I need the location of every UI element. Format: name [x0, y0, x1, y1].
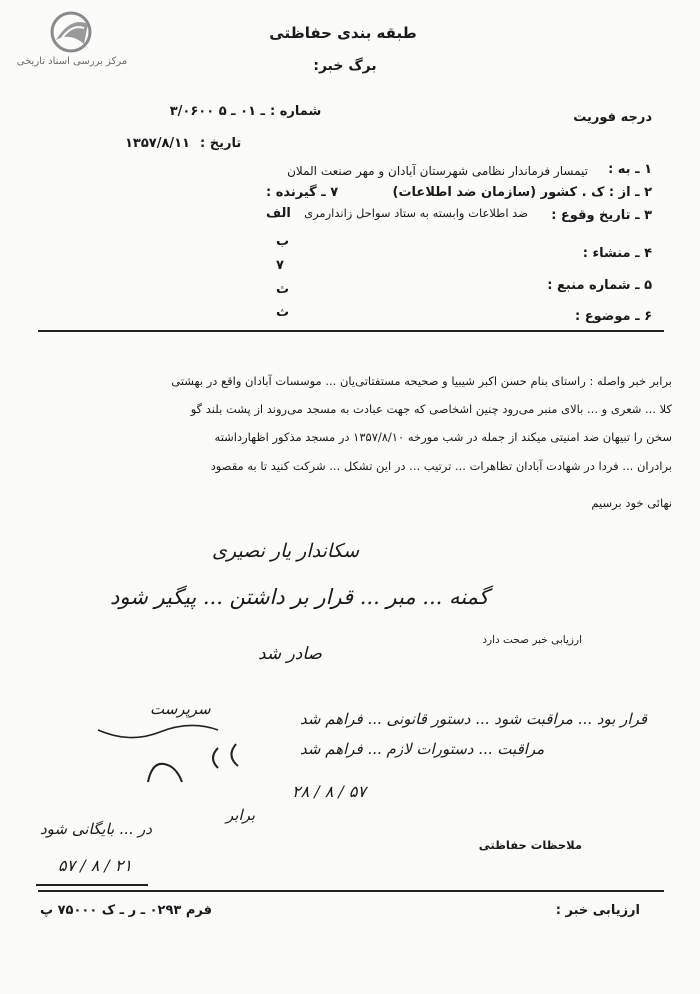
handwritten-note: برابر [226, 806, 256, 824]
field-occurrence-label: ۳ ـ تاریخ وقوع : [551, 208, 652, 223]
handwritten-date: ۲۸ / ۸ / ۵۷ [292, 782, 367, 801]
footer-divider [38, 890, 664, 892]
body-line: برابر خبر واصله : راستای بنام حسن اکبر شیبیا و صحیحه مستفتاتی‌یان ... موسسات آبادان واقع در بهشتی [171, 374, 672, 388]
body-line: نهائی خود برسیم [591, 496, 672, 510]
number-label: شماره : [270, 104, 322, 119]
field-source-label: ۵ ـ شماره منبع : [547, 278, 652, 293]
form-code: فرم ۰۲۹۳ ـ ر ـ ک ۷۵۰۰۰ پ [40, 903, 212, 918]
code-se: ث [276, 282, 290, 297]
code-seven: ۷ [276, 258, 284, 273]
handwritten-note: سکاندار یار نصیری [212, 540, 360, 562]
field-from-label: ۲ ـ از : ک . کشور (سازمان ضد اطلاعات) [392, 185, 652, 200]
handwritten-note: مراقبت ... دستورات لازم ... فراهم شد [300, 740, 545, 758]
handwritten-scribble [90, 700, 290, 790]
field-to-value: تیمسار فرماندار نظامی شهرستان آبادان و مهر صنعت الملان [287, 164, 588, 178]
body-line: کلا ... شعری و ... بالای منبر می‌رود چنین اشخاصی که جهت عبادت به مسجد می‌روند از پشت بلند گو [190, 402, 672, 416]
code-alef: الف [266, 206, 291, 221]
underline [36, 884, 148, 886]
header-divider [38, 330, 664, 332]
handwritten-date: ۵۷ / ۸ / ۲۱ [58, 856, 133, 875]
field-subject-label: ۶ ـ موضوع : [575, 309, 652, 324]
handwritten-note: قرار بود ... مراقبت شود ... دستور قانونی ... فراهم شد [300, 710, 648, 728]
receiver-label: ۷ ـ گیرنده : [266, 185, 339, 200]
handwritten-note: سرپرست [150, 700, 211, 718]
archive-logo-icon [44, 10, 98, 54]
date-value: ۱۳۵۷/۸/۱۱ [124, 136, 190, 151]
field-occurrence-value: ضد اطلاعات وابسته به ستاد سواحل زاندارمری [304, 206, 528, 220]
handwritten-note: در ... بایگانی شود [40, 820, 152, 838]
classification-title: طبقه بندی حفاظتی [269, 24, 417, 42]
body-line: سخن را تبیهان ضد امنیتی میکند از جمله در شب مورخه ۱۳۵۷/۸/۱۰ در مسجد مذکور اظهارداشته [214, 430, 672, 444]
footer-evaluation: ارزیابی خبر : [555, 903, 640, 918]
archive-logo [44, 10, 98, 54]
number-value: ۳/۰۶۰۰ ـ ۰۱ ـ ۵ [169, 104, 265, 119]
date-label: تاریخ : [200, 136, 242, 151]
field-to-label: ۱ ـ به : [608, 162, 652, 177]
handwritten-note: گمنه ... مبر ... قرار بر داشتن ... پیگیر شود [110, 585, 489, 609]
code-se-2: ث [276, 305, 290, 320]
body-line: برادران ... فردا در شهادت آبادان تظاهرات ... ترتیب ... در این تشکل ... شرکت کنید تا به مقصود [210, 459, 672, 473]
evaluation-label: ارزیابی خبر صحت دارد [482, 634, 582, 646]
priority-label: درجه فوریت [573, 110, 652, 125]
field-origin-label: ۴ ـ منشاء : [582, 246, 652, 261]
code-be: ب [276, 234, 290, 249]
handwritten-note: صادر شد [258, 644, 322, 664]
security-notes-label: ملاحظات حفاظتی [478, 838, 582, 852]
archive-logo-text: مرکز بررسی اسناد تاریخی [16, 56, 128, 67]
form-title: برگ خبر: [313, 58, 377, 74]
